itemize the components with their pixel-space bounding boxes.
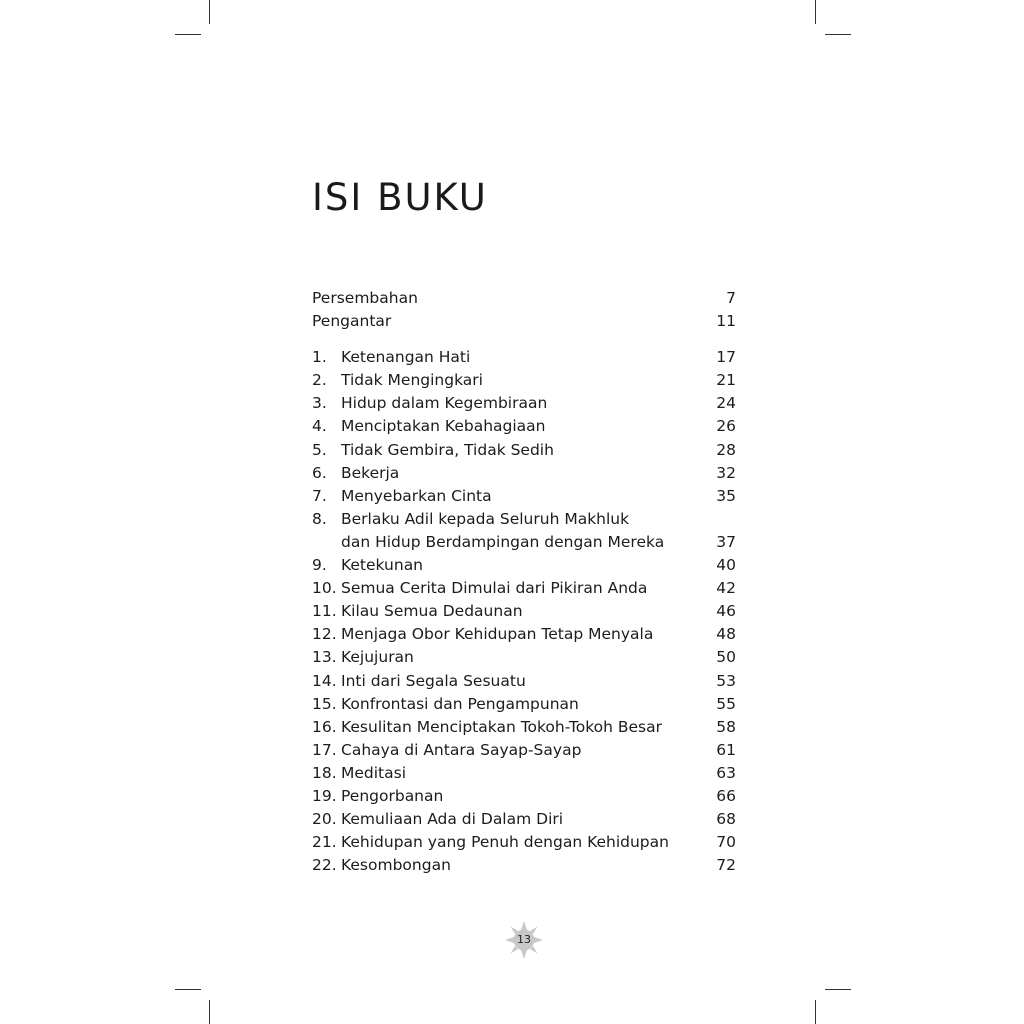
toc-row-chapter — [312, 623, 736, 646]
chapter-title: Pengorbanan — [341, 786, 444, 805]
chapter-number: 15. — [312, 694, 337, 713]
crop-mark-bottom-right-vertical — [815, 1000, 816, 1024]
chapter-page: 53 — [716, 671, 736, 690]
chapter-number: 18. — [312, 763, 337, 782]
chapter-page: 35 — [716, 486, 736, 505]
toc-row-chapter — [312, 693, 736, 716]
chapter-number: 6. — [312, 463, 327, 482]
toc-row-front-matter — [312, 287, 736, 310]
chapter-page: 72 — [716, 856, 736, 875]
chapter-title: Semua Cerita Dimulai dari Pikiran Anda — [341, 579, 648, 598]
toc-row-chapter — [312, 785, 736, 808]
chapter-title: Hidup dalam Kegembiraan — [341, 394, 548, 413]
chapter-page: 55 — [716, 694, 736, 713]
page-number: 13 — [517, 933, 531, 946]
chapter-number: 7. — [312, 486, 327, 505]
chapter-page: 17 — [716, 348, 736, 367]
chapter-page: 32 — [716, 463, 736, 482]
crop-mark-top-left-horizontal — [175, 34, 201, 35]
toc-row-chapter — [312, 854, 736, 877]
chapter-list — [312, 346, 736, 877]
chapter-page: 68 — [716, 810, 736, 829]
chapter-page: 70 — [716, 833, 736, 852]
chapter-title: Kesombongan — [341, 856, 451, 875]
crop-mark-top-left-vertical — [209, 0, 210, 24]
chapter-number: 12. — [312, 625, 337, 644]
chapter-number: 13. — [312, 648, 337, 667]
toc-row-front-matter — [312, 310, 736, 333]
chapter-page: 21 — [716, 371, 736, 390]
toc-row-chapter — [312, 508, 736, 531]
toc-row-chapter — [312, 762, 736, 785]
chapter-title: Kilau Semua Dedaunan — [341, 602, 523, 621]
chapter-number: 17. — [312, 740, 337, 759]
chapter-page: 26 — [716, 417, 736, 436]
chapter-title: Kehidupan yang Penuh dengan Kehidupan — [341, 833, 669, 852]
toc-entry-title: Pengantar — [312, 312, 392, 331]
chapter-title: Kemuliaan Ada di Dalam Diri — [341, 810, 564, 829]
chapter-number: 4. — [312, 417, 327, 436]
chapter-page: 37 — [716, 532, 736, 551]
chapter-page: 50 — [716, 648, 736, 667]
toc-row-chapter — [312, 531, 736, 554]
toc-row-chapter — [312, 392, 736, 415]
toc-row-chapter — [312, 577, 736, 600]
chapter-number: 21. — [312, 833, 337, 852]
chapter-title: Tidak Mengingkari — [341, 371, 483, 390]
chapter-title: Kejujuran — [341, 648, 414, 667]
chapter-page: 46 — [716, 602, 736, 621]
crop-mark-bottom-left-vertical — [209, 1000, 210, 1024]
chapter-number: 9. — [312, 556, 327, 575]
chapter-number: 1. — [312, 348, 327, 367]
toc-entry-title: Persembahan — [312, 289, 418, 307]
chapter-page: 66 — [716, 786, 736, 805]
chapter-title: Inti dari Segala Sesuatu — [341, 671, 526, 690]
chapter-number: 8. — [312, 509, 327, 528]
chapter-title: Tidak Gembira, Tidak Sedih — [341, 440, 554, 459]
chapter-title: Bekerja — [341, 463, 400, 482]
chapter-page: 28 — [716, 440, 736, 459]
toc-row-chapter — [312, 716, 736, 739]
chapter-page: 42 — [716, 579, 736, 598]
toc-row-chapter — [312, 439, 736, 462]
chapter-number: 10. — [312, 579, 337, 598]
chapter-page: 48 — [716, 625, 736, 644]
chapter-number: 19. — [312, 786, 337, 805]
chapter-title: Menjaga Obor Kehidupan Tetap Menyala — [341, 625, 654, 644]
chapter-title: Menyebarkan Cinta — [341, 486, 492, 505]
page-number-ornament — [504, 920, 544, 960]
chapter-number: 16. — [312, 717, 337, 736]
chapter-page: 40 — [716, 556, 736, 575]
toc-row-chapter — [312, 369, 736, 392]
chapter-title: Cahaya di Antara Sayap-Sayap — [341, 740, 582, 759]
toc-row-chapter — [312, 600, 736, 623]
chapter-title: dan Hidup Berdampingan dengan Mereka — [341, 532, 665, 551]
chapter-title: Ketekunan — [341, 556, 424, 575]
crop-mark-top-right-horizontal — [825, 34, 851, 35]
toc-row-chapter — [312, 462, 736, 485]
chapter-number: 5. — [312, 440, 327, 459]
chapter-title: Meditasi — [341, 763, 407, 782]
chapter-number: 22. — [312, 856, 337, 875]
toc-row-chapter — [312, 346, 736, 369]
toc-row-chapter — [312, 485, 736, 508]
toc-row-chapter — [312, 739, 736, 762]
chapter-page: 58 — [716, 717, 736, 736]
toc-row-chapter — [312, 808, 736, 831]
section-gap — [312, 333, 736, 346]
table-of-contents — [312, 287, 736, 877]
toc-entry-page: 7 — [726, 289, 736, 307]
chapter-page: 24 — [716, 394, 736, 413]
chapter-number: 14. — [312, 671, 337, 690]
chapter-title: Kesulitan Menciptakan Tokoh-Tokoh Besar — [341, 717, 663, 736]
chapter-number: 11. — [312, 602, 337, 621]
toc-row-chapter — [312, 554, 736, 577]
crop-mark-top-right-vertical — [815, 0, 816, 24]
chapter-number: 20. — [312, 810, 337, 829]
page-title: ISI BUKU — [312, 176, 488, 219]
chapter-page: 61 — [716, 740, 736, 759]
chapter-title: Konfrontasi dan Pengampunan — [341, 694, 579, 713]
chapter-page: 63 — [716, 763, 736, 782]
chapter-title: Menciptakan Kebahagiaan — [341, 417, 546, 436]
chapter-number: 2. — [312, 371, 327, 390]
chapter-number: 3. — [312, 394, 327, 413]
crop-mark-bottom-left-horizontal — [175, 989, 201, 990]
toc-row-chapter — [312, 415, 736, 438]
toc-row-chapter — [312, 646, 736, 669]
toc-row-chapter — [312, 670, 736, 693]
chapter-title: Berlaku Adil kepada Seluruh Makhluk — [341, 509, 630, 528]
toc-row-chapter — [312, 831, 736, 854]
crop-mark-bottom-right-horizontal — [825, 989, 851, 990]
toc-entry-page: 11 — [716, 312, 736, 331]
chapter-title: Ketenangan Hati — [341, 348, 471, 367]
